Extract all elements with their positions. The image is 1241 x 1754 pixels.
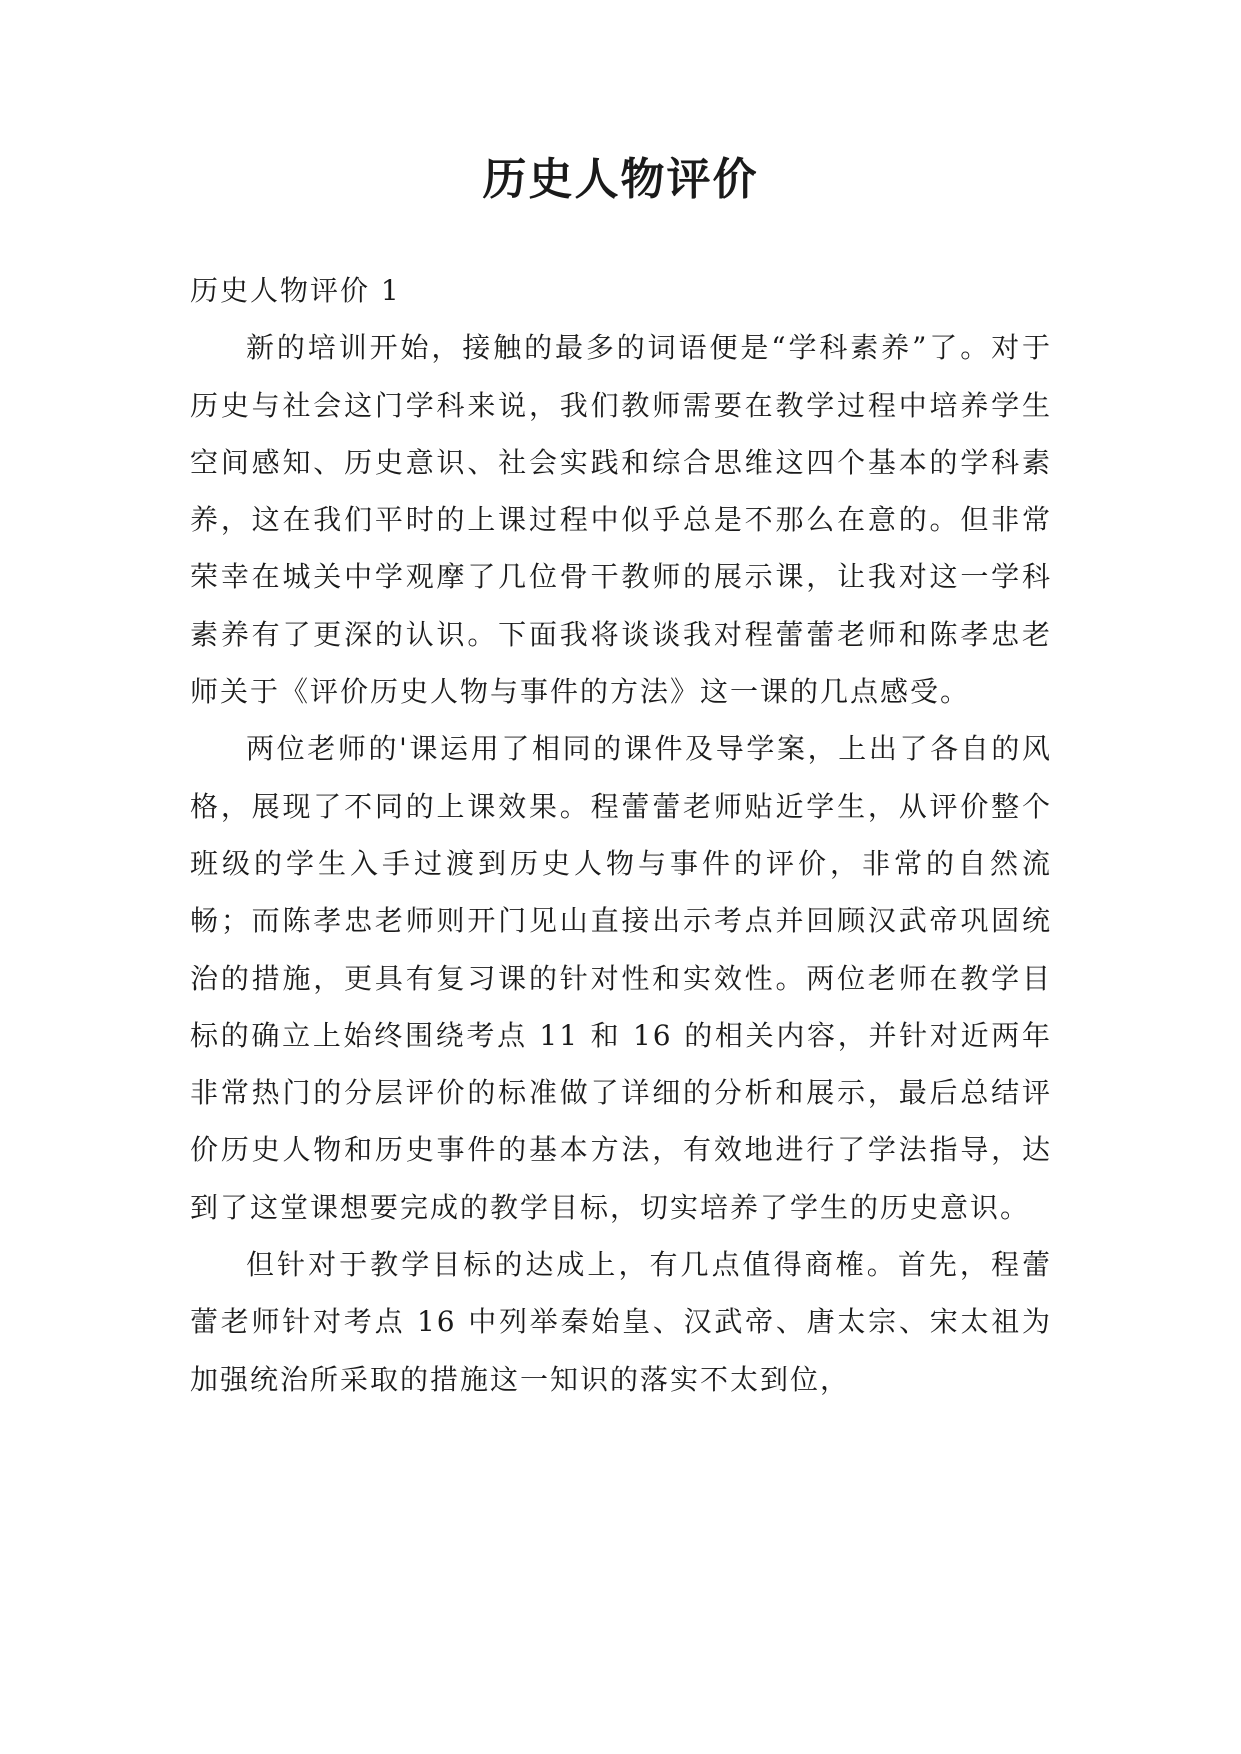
paragraph-3: 但针对于教学目标的达成上，有几点值得商榷。首先，程蕾蕾老师针对考点 16 中列举秦始皇、汉武帝、唐太宗、宋太祖为加强统治所采取的措施这一知识的落实不太到位， <box>190 1248 1052 1396</box>
document-title: 历史人物评价 <box>482 154 759 205</box>
paragraph-2: 两位老师的'课运用了相同的课件及导学案，上出了各自的风格，展现了不同的上课效果。程蕾蕾老师贴近学生，从评价整个班级的学生入手过渡到历史人物与事件的评价，非常的自然流畅；而陈孝忠老师则开门见山直接出示考点并回顾汉武帝巩固统治的措施，更具有复习课的针对性和实效性。两位老师在教学目标的确立上始终围绕考点 11 和 16 的相关内容，并针对近两年非常热门的分层评价的标准做了详细的分析和展示，最后总结评价历史人物和历史事件的基本方法，有效地进行了学法指导，达到了这堂课想要完成的教学目标，切实培养了学生的历史意识。 <box>190 732 1052 1224</box>
document-body <box>190 262 1052 1408</box>
section-heading: 历史人物评价 1 <box>190 274 401 307</box>
paragraph-1: 新的培训开始，接触的最多的词语便是“学科素养”了。对于历史与社会这门学科来说，我们教师需要在教学过程中培养学生空间感知、历史意识、社会实践和综合思维这四个基本的学科素养，这在我们平时的上课过程中似乎总是不那么在意的。但非常荣幸在城关中学观摩了几位骨干教师的展示课，让我对这一学科素养有了更深的认识。下面我将谈谈我对程蕾蕾老师和陈孝忠老师关于《评价历史人物与事件的方法》这一课的几点感受。 <box>190 331 1052 709</box>
